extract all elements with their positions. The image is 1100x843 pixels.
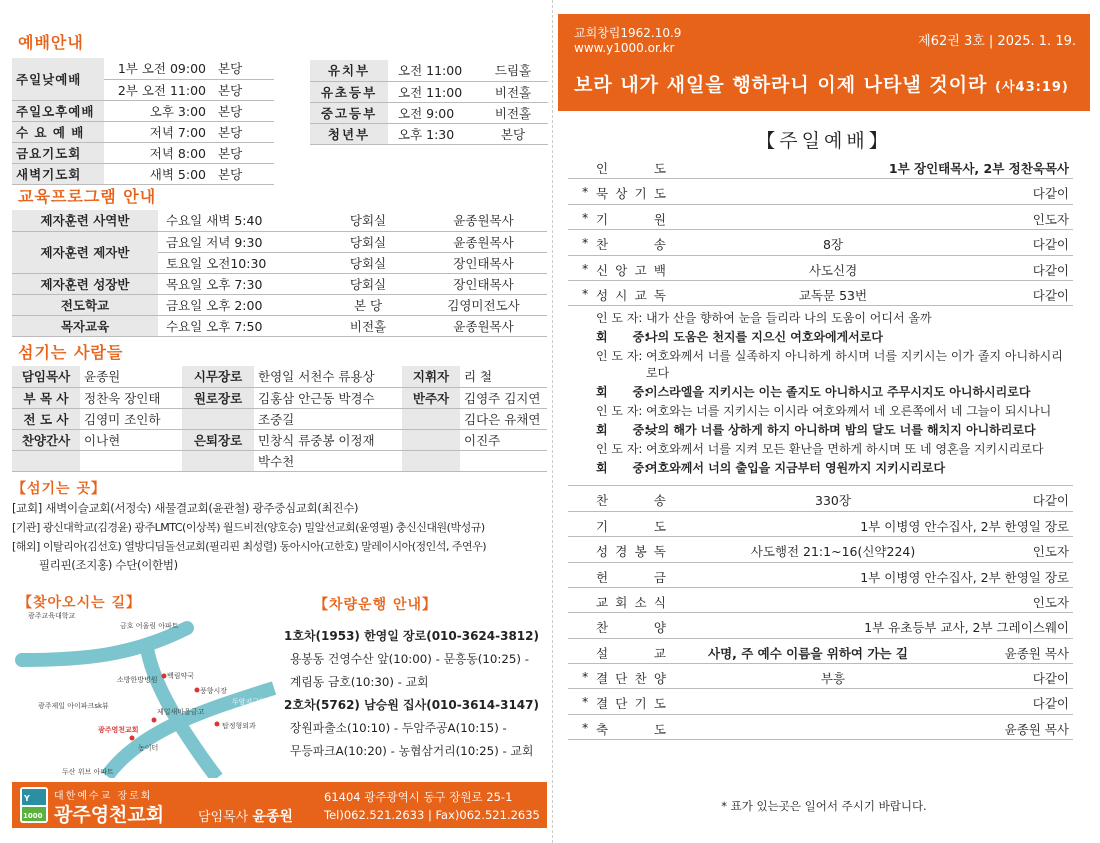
reading-line [568, 403, 1073, 420]
map-label: 광주영천교회 [98, 726, 139, 734]
staff-role [402, 408, 460, 429]
worship-row [12, 121, 274, 142]
order-item-char: 성 [596, 544, 609, 560]
order-item-char: 송 [653, 237, 666, 253]
order-row [568, 639, 1073, 664]
program-name: 제자훈련 제자반 [12, 231, 158, 273]
order-item-char: 식 [653, 594, 666, 610]
education-row [12, 273, 547, 294]
staff-names: 김영주 김지연 [460, 387, 547, 408]
order-item-char: 축 [596, 721, 609, 737]
staff-names: 김영미 조인하 [80, 408, 182, 429]
order-item-name [596, 210, 666, 228]
reading-speaker: 인 도 자: [596, 311, 643, 326]
order-item-char: 설 [596, 645, 609, 661]
map-label: 금동로 [162, 646, 183, 654]
worship-time: 저녁 7:00 [104, 121, 214, 142]
order-item-char: 양 [653, 620, 666, 636]
staff-role: 반주자 [402, 387, 460, 408]
order-item-name [596, 694, 666, 712]
stand-marker: * [582, 209, 589, 225]
order-item-name [596, 593, 666, 611]
program-time: 금요일 오후 2:00 [158, 294, 316, 315]
stand-marker: * [582, 184, 589, 200]
department-time: 오후 1:30 [388, 123, 478, 144]
reading-speaker: 회 중: [596, 461, 650, 476]
order-row [568, 613, 1073, 638]
staff-role: 찬양간사 [12, 429, 80, 450]
order-item-char: 신 [596, 262, 609, 278]
map-label: 광주교육대학교 [28, 612, 76, 620]
worship-name: 수 요 예 배 [12, 121, 104, 142]
worship-time: 오후 3:00 [104, 100, 214, 121]
staff-role: 은퇴장로 [182, 429, 254, 450]
order-row [568, 230, 1073, 255]
places-line: [교회] 새벽이슬교회(서정숙) 새물결교회(윤관철) 광주중심교회(최진수) [12, 501, 359, 515]
staff-names: 윤종원 [80, 366, 182, 387]
worship-name: 주일오후예배 [12, 100, 104, 121]
order-item-char: 도 [653, 161, 666, 176]
department-row [310, 60, 548, 81]
worship-place: 본당 [214, 121, 274, 142]
order-item-char: 도 [653, 696, 666, 712]
reading-speaker: 인 도 자: [596, 349, 643, 364]
staff-row [12, 408, 547, 429]
program-room: 당회실 [316, 252, 420, 273]
program-time: 금요일 저녁 9:30 [158, 231, 316, 252]
worship-place: 본당 [214, 142, 274, 163]
reading-text: 나의 도움은 천지를 지으신 여호와에게서로다 [646, 330, 883, 345]
map-label: 풍향시장 [200, 687, 228, 695]
stand-marker: * [582, 235, 589, 251]
order-item-name [596, 720, 666, 738]
order-item-person: 다같이 [1032, 262, 1069, 278]
staff-names: 이나현 [80, 429, 182, 450]
map-label: 제일새마을금고 [157, 708, 205, 716]
directions-map [12, 608, 282, 778]
staff-role [182, 450, 254, 471]
worship-time: 저녁 8:00 [104, 142, 214, 163]
order-item-person: 1부 유초등부 교사, 2부 그레이스웨이 [864, 620, 1069, 636]
order-item-char: 기 [634, 696, 647, 712]
mission-places [12, 480, 547, 575]
program-room: 당회실 [316, 210, 420, 231]
order-item-person: 1부 이병영 안수집사, 2부 한영일 장로 [860, 569, 1069, 585]
worship-row [12, 163, 274, 184]
program-time: 토요일 오전10:30 [158, 252, 316, 273]
reading-line [568, 329, 1073, 346]
order-item-char: 기 [634, 186, 647, 202]
church-address: 61404 광주광역시 동구 장원로 25-1 [324, 790, 513, 804]
reading-line [568, 348, 1073, 382]
worship-name: 금요기도회 [12, 142, 104, 163]
staff-names: 이진주 [460, 429, 547, 450]
program-leader: 김영미전도사 [420, 294, 547, 315]
reading-text: 여호와께서 너를 실족하지 아니하게 하시며 너를 지키시는 이가 졸지 아니하시리로다 [646, 349, 1063, 381]
staff-title: 섬기는 사람들 [18, 343, 124, 362]
bus-1-route: 계림동 금호(10:30) - 교회 [290, 675, 429, 689]
order-item-char: 상 [615, 186, 628, 202]
order-item-name [596, 491, 666, 509]
staff-names [460, 450, 547, 471]
order-item-char: 찬 [596, 493, 609, 509]
staff-role: 전 도 사 [12, 408, 80, 429]
staff-names [80, 450, 182, 471]
worship-time: 1부 오전 09:00 [104, 58, 214, 79]
order-item-char: 단 [615, 696, 628, 712]
order-item-name [596, 568, 666, 586]
order-item-char: 인 [596, 161, 609, 176]
order-item-content: 부흥 [820, 671, 846, 687]
program-leader: 윤종원목사 [420, 210, 547, 231]
program-leader: 장인태목사 [420, 273, 547, 294]
order-row [568, 486, 1073, 511]
department-name: 유치부 [310, 60, 388, 81]
order-item-content: 8장 [822, 237, 844, 253]
worship-order [568, 154, 1073, 740]
order-item-person: 윤종원 목사 [1004, 721, 1069, 737]
bus-title: 【차량운행 안내】 [314, 597, 438, 613]
order-row [568, 154, 1073, 179]
staff-row [12, 450, 547, 471]
map-label: 소방한방병원 [117, 676, 158, 684]
worship-place: 본당 [214, 79, 274, 100]
order-item-char: 결 [596, 696, 609, 712]
bus-2-route: 무등파크A(10:20) - 농협삼거리(10:25) - 교회 [290, 744, 534, 758]
order-row [568, 715, 1073, 740]
order-item-person: 다같이 [1032, 696, 1069, 712]
staff-role: 원로장로 [182, 387, 254, 408]
map-label: 광주제일 아이파크sk뷰 [38, 702, 109, 710]
reading-text: 이스라엘을 지키시는 이는 졸지도 아니하시고 주무시지도 아니하시리로다 [646, 385, 1031, 400]
worship-time: 2부 오전 11:00 [104, 79, 214, 100]
order-row [568, 588, 1073, 613]
staff-role [182, 408, 254, 429]
order-item-char: 결 [596, 671, 609, 687]
order-item-person: 1부 이병영 안수집사, 2부 한영일 장로 [860, 518, 1069, 534]
standing-note: * 표가 있는곳은 일어서 주시기 바랍니다. [721, 799, 927, 813]
worship-order-title: 【주일예배】 [756, 130, 892, 152]
volume-date: 제62권 3호 | 2025. 1. 19. [918, 34, 1076, 49]
reading-speaker: 인 도 자: [596, 442, 643, 457]
staff-role [402, 450, 460, 471]
order-item-content: 교독문 53번 [798, 287, 868, 303]
reading-text: 내가 산을 향하여 눈을 들리라 나의 도움이 어디서 올까 [646, 311, 932, 326]
order-item-person: 다같이 [1032, 237, 1069, 253]
order-row [568, 689, 1073, 714]
order-item-char: 교 [634, 287, 647, 303]
order-item-person: 다같이 [1032, 493, 1069, 509]
order-item-char: 경 [615, 544, 628, 560]
order-item-content: 330장 [815, 493, 851, 509]
program-time: 수요일 새벽 5:40 [158, 210, 316, 231]
staff-role: 지휘자 [402, 366, 460, 387]
reading-text: 여호와는 너를 지키시는 이시라 여호와께서 네 오른쪽에서 네 그늘이 되시나니 [646, 404, 1052, 419]
department-time: 오전 11:00 [388, 60, 478, 81]
reading-line [568, 310, 1073, 327]
staff-names: 김홍삼 안근동 박경수 [254, 387, 402, 408]
order-item-content: 사도신경 [808, 262, 858, 278]
department-name: 중고등부 [310, 102, 388, 123]
department-place: 드림홀 [478, 60, 548, 81]
places-title: 【섬기는 곳】 [12, 481, 106, 497]
places-line: 필리핀(조지홍) 수단(이한범) [12, 558, 178, 572]
order-item-char: 도 [653, 518, 666, 534]
stand-marker: * [582, 260, 589, 276]
order-row [568, 256, 1073, 281]
staff-names: 리 철 [460, 366, 547, 387]
reading-line [568, 422, 1073, 439]
pastor-name: 윤종원 [252, 809, 293, 825]
department-row [310, 102, 548, 123]
order-item-char: 봉 [634, 544, 647, 560]
order-item-char: 묵 [596, 186, 609, 202]
reading-line [568, 441, 1073, 458]
order-row [568, 664, 1073, 689]
order-item-char: 송 [653, 493, 666, 509]
reading-speaker: 회 중: [596, 423, 650, 438]
reading-text: 여호와께서 너의 출입을 지금부터 영원까지 지키시리로다 [646, 461, 946, 476]
svg-text:1000: 1000 [23, 812, 43, 820]
map-label: 두산 위브 아파트 [62, 768, 114, 776]
order-item-person: 다같이 [1032, 287, 1069, 303]
worship-time: 새벽 5:00 [104, 163, 214, 184]
order-item-char: 도 [653, 721, 666, 737]
order-item-person: 1부 장인태목사, 2부 정찬욱목사 [888, 161, 1069, 176]
order-row [568, 563, 1073, 588]
order-row [568, 205, 1073, 230]
education-row [12, 315, 547, 336]
order-item-name [596, 644, 666, 662]
order-item-char: 회 [615, 594, 628, 610]
reading-text: 여호와께서 너를 지켜 모든 환난을 면하게 하시며 또 네 영혼을 지키시리로다 [646, 442, 1044, 457]
order-item-name [596, 618, 666, 636]
order-item-person: 인도자 [1032, 544, 1069, 560]
program-leader: 윤종원목사 [420, 231, 547, 252]
program-room: 당회실 [316, 273, 420, 294]
order-item-content: 사명, 주 예수 이름을 위하여 가는 길 [708, 645, 908, 661]
order-row [568, 537, 1073, 562]
department-name: 청년부 [310, 123, 388, 144]
order-item-char: 양 [653, 671, 666, 687]
order-row [568, 281, 1073, 306]
order-item-char: 앙 [615, 262, 628, 278]
order-item-char: 시 [615, 287, 628, 303]
order-item-content: 사도행전 21:1~16(신약224) [750, 544, 916, 560]
worship-schedule-table [12, 58, 274, 185]
department-time: 오전 11:00 [388, 81, 478, 102]
program-leader: 윤종원목사 [420, 315, 547, 336]
staff-names: 민창식 류중봉 이정재 [254, 429, 402, 450]
map-label: 금호 어울림 아파트 [120, 622, 179, 630]
department-place: 비전홀 [478, 81, 548, 102]
order-item-char: 독 [653, 544, 666, 560]
order-item-name [596, 286, 666, 304]
church-url: www.y1000.or.kr [574, 41, 675, 55]
program-name: 제자훈련 성장반 [12, 273, 158, 294]
staff-row [12, 366, 547, 387]
program-room: 본 당 [316, 294, 420, 315]
church-logo-icon [20, 787, 48, 823]
staff-names: 한영일 서천수 류용상 [254, 366, 402, 387]
department-row [310, 123, 548, 144]
reading-text: 낮의 해가 너를 상하게 하지 아니하며 밤의 달도 너를 해치지 아니하리로다 [646, 423, 1036, 438]
staff-table [12, 366, 547, 472]
staff-role [12, 450, 80, 471]
map-label: 탑정형외과 [222, 722, 256, 730]
reading-speaker: 회 중: [596, 385, 650, 400]
worship-row [12, 100, 274, 121]
senior-pastor [198, 806, 293, 826]
order-item-char: 백 [653, 262, 666, 278]
svg-text:Y: Y [24, 794, 30, 803]
order-item-name [596, 542, 666, 560]
pastor-label: 담임목사 [198, 810, 249, 825]
program-time: 수요일 오후 7:50 [158, 315, 316, 336]
bus-2-header: 2호차(5762) 남승원 집사(010-3614-3147) [284, 698, 539, 712]
worship-place: 본당 [214, 58, 274, 79]
order-item-char: 고 [634, 262, 647, 278]
worship-name: 새벽기도회 [12, 163, 104, 184]
church-name: 광주영천교회 [54, 804, 165, 826]
bus-1-route: 용봉동 건영수산 앞(10:00) - 문흥동(10:25) - [290, 652, 530, 666]
stand-marker: * [582, 719, 589, 735]
order-item-person: 인도자 [1032, 594, 1069, 610]
order-item-char: 교 [596, 594, 609, 610]
places-line: [기관] 광신대학교(김경윤) 광주LMTC(이상복) 월드비전(양호승) 밀알선교회(윤영필) 충신신대원(박성규) [12, 521, 485, 534]
worship-row [12, 58, 274, 79]
education-row [12, 231, 547, 252]
department-time: 오전 9:00 [388, 102, 478, 123]
order-item-char: 찬 [596, 620, 609, 636]
order-item-name [596, 261, 666, 279]
worship-place: 본당 [214, 100, 274, 121]
staff-names: 박수천 [254, 450, 402, 471]
order-item-char: 성 [596, 287, 609, 303]
stand-marker: * [582, 669, 589, 685]
program-time: 목요일 오후 7:30 [158, 273, 316, 294]
staff-names: 조중길 [254, 408, 402, 429]
stand-marker: * [582, 694, 589, 710]
program-room: 당회실 [316, 231, 420, 252]
reading-speaker: 회 중: [596, 330, 650, 345]
order-item-char: 찬 [596, 237, 609, 253]
verse-text: 보라 내가 새일을 행하라니 이제 나타낼 것이라 [574, 74, 988, 96]
church-footer [12, 782, 547, 828]
order-item-char: 독 [653, 287, 666, 303]
order-item-char: 도 [653, 186, 666, 202]
reading-line [568, 384, 1073, 401]
church-phone: Tel)062.521.2633 | Fax)062.521.2635 [324, 808, 540, 822]
responsive-reading [568, 306, 1073, 486]
order-item-char: 금 [653, 569, 666, 585]
order-item-person: 다같이 [1032, 186, 1069, 202]
department-place: 비전홀 [478, 102, 548, 123]
order-item-name [596, 184, 666, 202]
order-item-char: 기 [596, 211, 609, 227]
page-fold-divider [552, 0, 553, 843]
stand-marker: * [582, 285, 589, 301]
theme-verse [574, 70, 1069, 97]
order-item-name [596, 669, 666, 687]
staff-role: 담임목사 [12, 366, 80, 387]
reading-speaker: 인 도 자: [596, 404, 643, 419]
staff-row [12, 429, 547, 450]
order-item-person: 인도자 [1032, 211, 1069, 227]
order-item-name [596, 517, 666, 535]
education-title: 교육프로그램 안내 [18, 187, 157, 206]
education-table [12, 210, 547, 337]
verse-ref: (사43:19) [995, 80, 1069, 95]
order-row [568, 179, 1073, 204]
order-item-char: 찬 [634, 671, 647, 687]
worship-info-title: 예배안내 [18, 33, 84, 52]
staff-names: 김다은 유채연 [460, 408, 547, 429]
order-item-char: 기 [596, 518, 609, 534]
bulletin-banner [558, 14, 1090, 111]
worship-row [12, 142, 274, 163]
map-title: 【찾아오시는 길】 [18, 595, 142, 611]
bus-1-header: 1호차(1953) 한영일 장로(010-3624-3812) [284, 629, 539, 643]
education-row [12, 294, 547, 315]
map-label: 두암지구입구 [232, 698, 273, 706]
program-name: 전도학교 [12, 294, 158, 315]
staff-row [12, 387, 547, 408]
staff-role [402, 429, 460, 450]
denomination: 대한예수교 장로회 [54, 791, 153, 802]
department-place: 본당 [478, 123, 548, 144]
department-row [310, 81, 548, 102]
program-name: 제자훈련 사역반 [12, 210, 158, 231]
education-row [12, 210, 547, 231]
right-page [558, 14, 1090, 824]
program-name: 목자교육 [12, 315, 158, 336]
order-item-person: 윤종원 목사 [1004, 645, 1069, 661]
order-row [568, 512, 1073, 537]
staff-names: 정찬욱 장인태 [80, 387, 182, 408]
reading-line [568, 460, 1073, 477]
map-label: 백림약국 [167, 672, 195, 680]
order-item-person: 다같이 [1032, 671, 1069, 687]
order-item-char: 단 [615, 671, 628, 687]
order-item-name [596, 159, 666, 177]
order-item-char: 소 [634, 594, 647, 610]
department-name: 유초등부 [310, 81, 388, 102]
places-line: [해외] 이탈리아(김선호) 열방디딤돌선교회(필리핀 최성렬) 동아시아(고한호) 말레이시아(정인석, 주연우) [12, 540, 487, 553]
bus-2-route: 장원파출소(10:10) - 두암주공A(10:15) - [290, 721, 507, 735]
staff-role: 부 목 사 [12, 387, 80, 408]
worship-name: 주일낮예배 [12, 58, 104, 100]
order-item-name [596, 235, 666, 253]
order-item-char: 원 [653, 211, 666, 227]
left-page [12, 30, 547, 830]
program-room: 비전홀 [316, 315, 420, 336]
map-label: 농이터 [138, 744, 159, 752]
department-schedule-table [310, 60, 548, 145]
staff-role: 시무장로 [182, 366, 254, 387]
order-item-char: 교 [653, 645, 666, 661]
founded-date: 교회창립1962.10.9 [574, 26, 682, 40]
program-leader: 장인태목사 [420, 252, 547, 273]
worship-place: 본당 [214, 163, 274, 184]
order-item-char: 헌 [596, 569, 609, 585]
shuttle-info [284, 594, 548, 763]
